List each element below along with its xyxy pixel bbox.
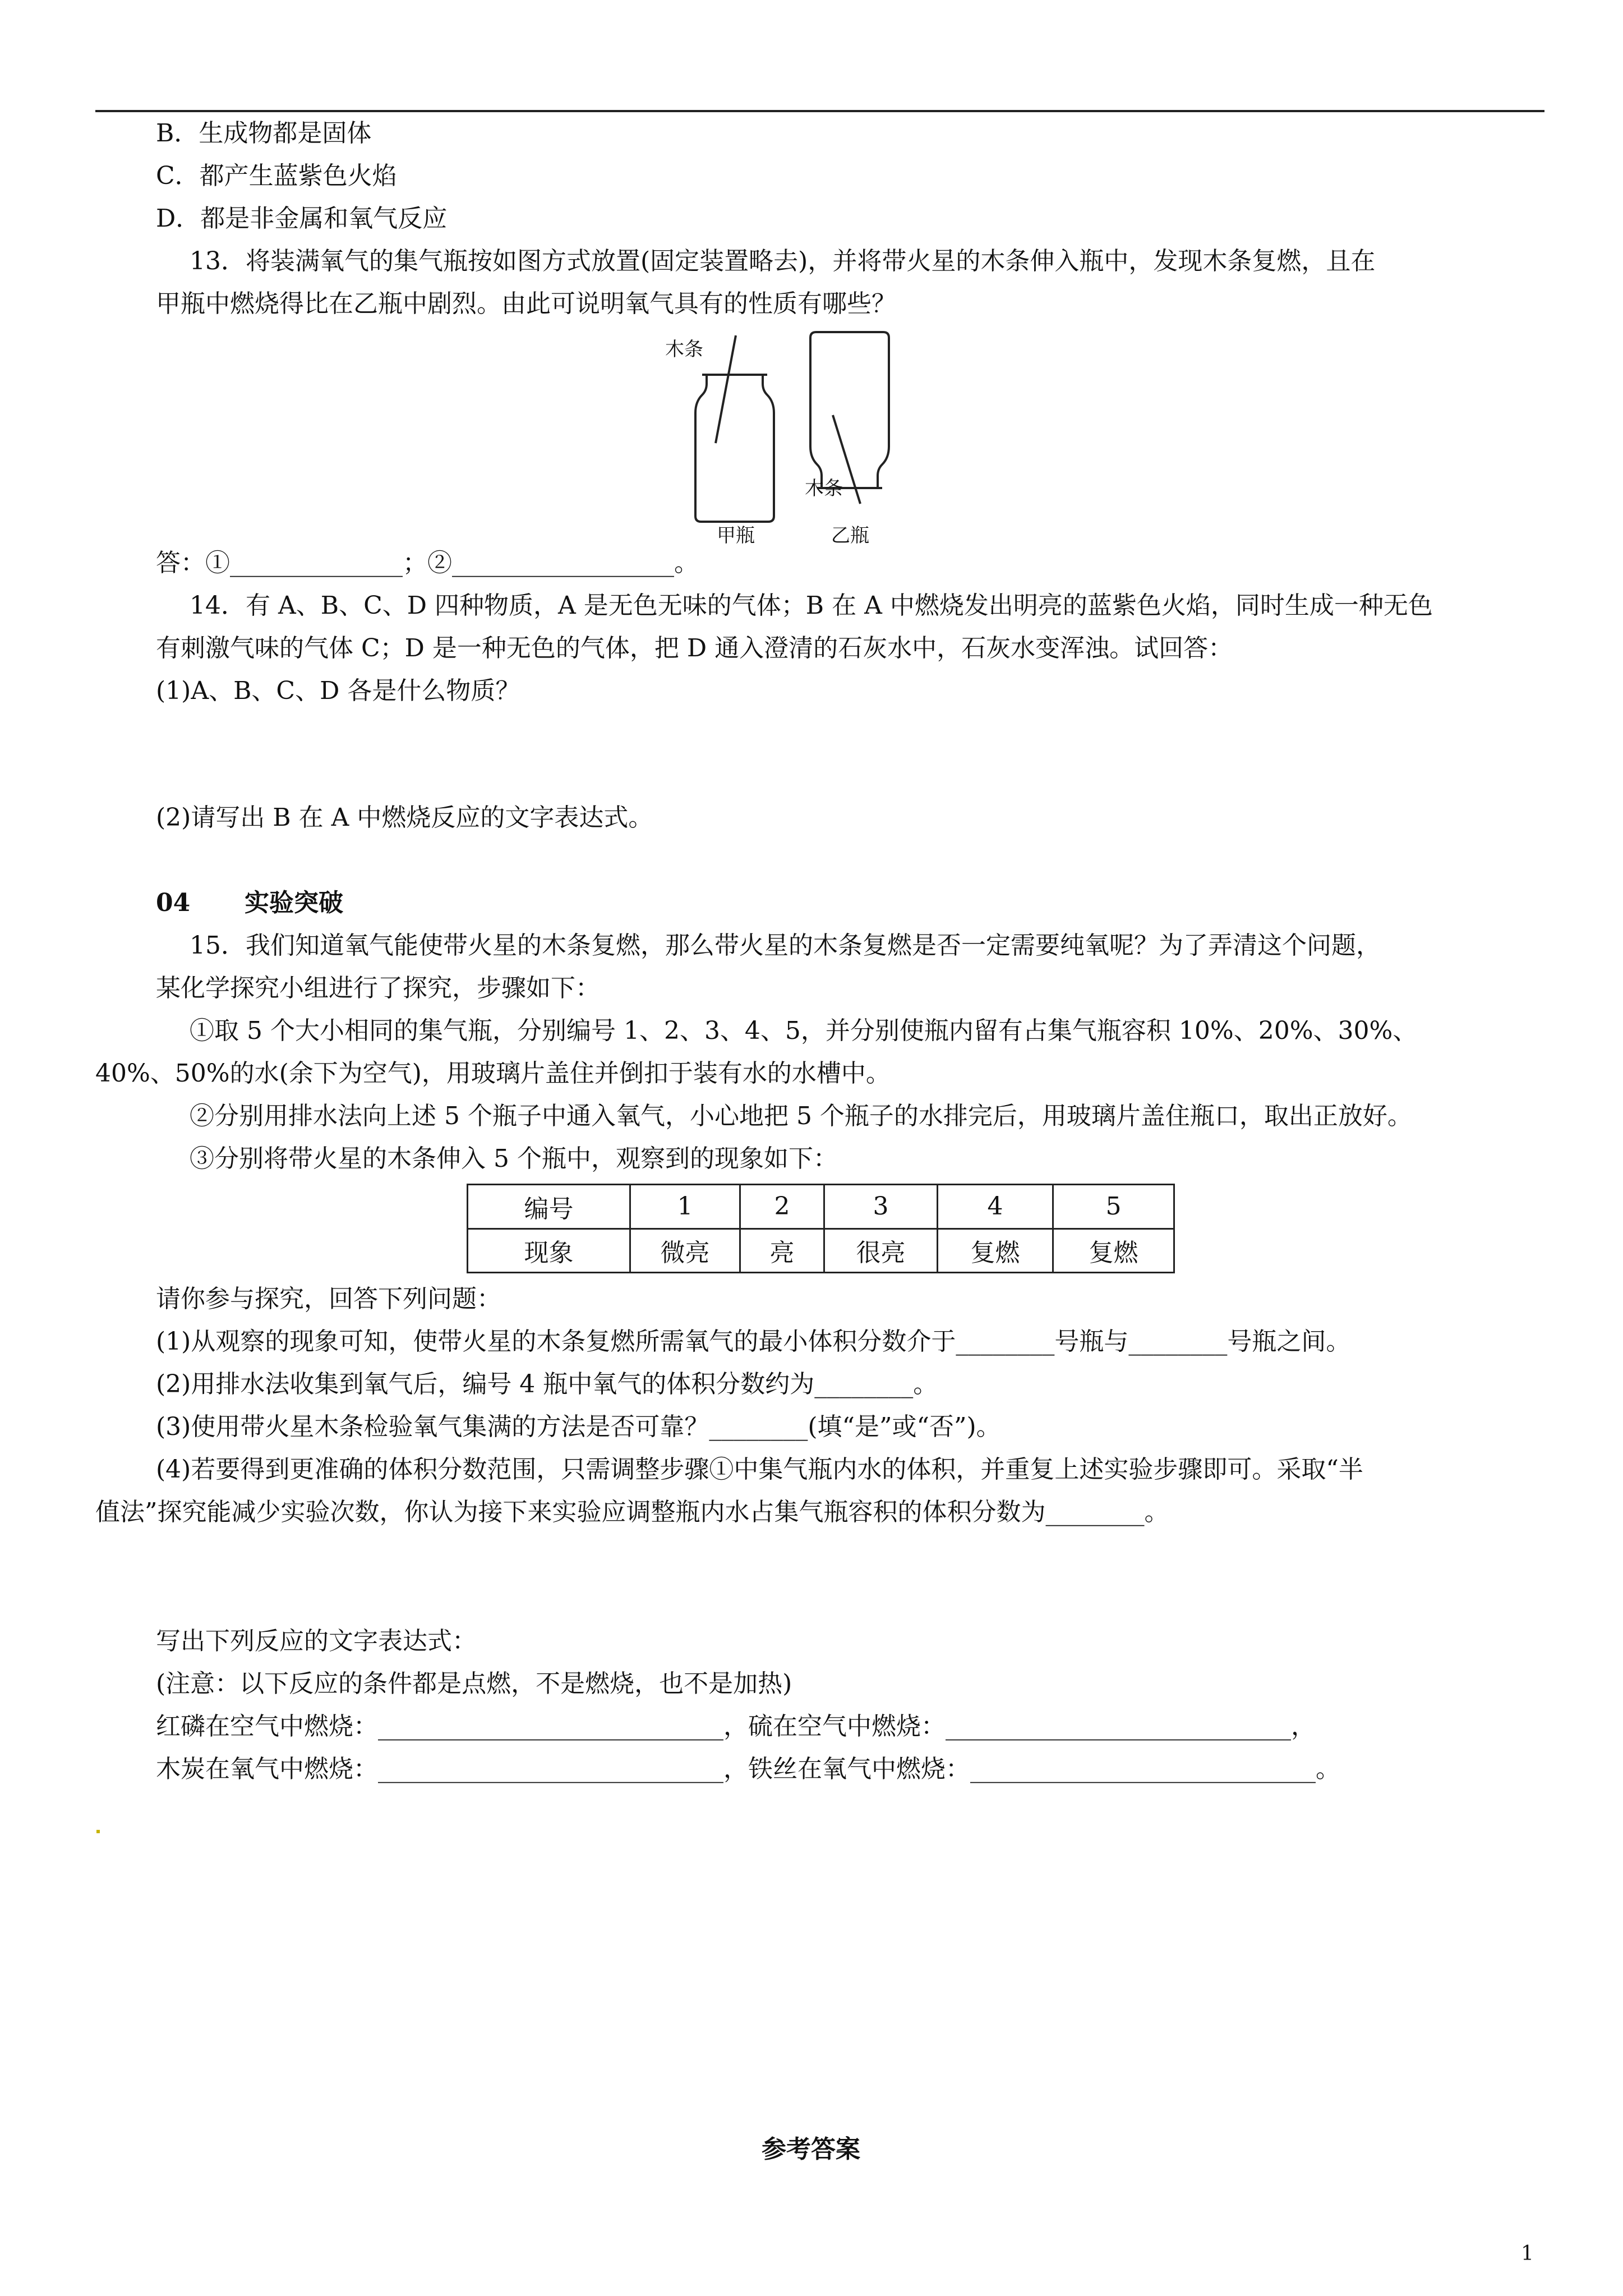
table-cell: 编号 (468, 1185, 630, 1229)
bottle-yi-shape (810, 332, 889, 488)
page-number: 1 (1521, 2242, 1534, 2265)
table-cell: 4 (938, 1185, 1053, 1229)
q14-part1: (1)A、B、C、D 各是什么物质？ (156, 677, 520, 705)
table-cell: 2 (740, 1185, 824, 1229)
q13-line1: 13．将装满氧气的集气瓶按如图方式放置(固定装置略去)，并将带火星的木条伸入瓶中，发现木条复燃，且在 (190, 247, 1376, 275)
label-stick-right: 木条 (805, 477, 843, 500)
observation-table (467, 1184, 1175, 1273)
q15-prompt: 请你参与探究，回答下列问题： (156, 1285, 501, 1313)
q15-step1-line1: ①取 5 个大小相同的集气瓶，分别编号 1、2、3、4、5，并分别使瓶内留有占集气瓶容积 10%、20%、30%、 (190, 1016, 1418, 1045)
table-cell: 3 (824, 1185, 938, 1229)
q15-part3: (3)使用带火星木条检验氧气集满的方法是否可靠？________(填“是”或“否”)。 (156, 1412, 1001, 1441)
q13-answer: 答：①______________；②__________________。 (156, 549, 699, 577)
table-cell: 很亮 (824, 1228, 938, 1273)
q15-part4-line2: 值法”探究能减少实验次数，你认为接下来实验应调整瓶内水占集气瓶容积的体积分数为________。 (95, 1498, 1169, 1526)
option-d: D．都是非金属和氧气反应 (156, 204, 448, 233)
stray-mark (96, 1830, 100, 1833)
q13-line2: 甲瓶中燃烧得比在乙瓶中剧烈。由此可说明氧气具有的性质有哪些？ (156, 289, 896, 318)
q14-line2: 有刺激气味的气体 C；D 是一种无色的气体，把 D 通入澄清的石灰水中，石灰水变浑浊。试回答： (156, 634, 1233, 662)
section-title: 实验突破 (245, 889, 343, 917)
write-note: (注意：以下反应的条件都是点燃，不是燃烧，也不是加热) (156, 1669, 792, 1698)
table-cell: 复燃 (1053, 1228, 1174, 1273)
option-b: B．生成物都是固体 (156, 119, 372, 148)
label-bottle-yi: 乙瓶 (831, 524, 869, 544)
label-stick-left: 木条 (665, 338, 703, 361)
write-line2: 木炭在氧气中燃烧：____________________________，铁丝在氧气中燃烧：____________________________。 (156, 1755, 1340, 1783)
q14-part2: (2)请写出 B 在 A 中燃烧反应的文字表达式。 (156, 803, 653, 832)
write-heading: 写出下列反应的文字表达式： (156, 1627, 477, 1655)
table-cell: 复燃 (938, 1228, 1053, 1273)
table-header-row (468, 1185, 1174, 1229)
section-number: 04 (156, 889, 191, 917)
option-c: C．都产生蓝紫色火焰 (156, 162, 397, 190)
write-line1: 红磷在空气中燃烧：____________________________，硫在空气中燃烧：____________________________， (156, 1712, 1316, 1741)
q15-part2: (2)用排水法收集到氧气后，编号 4 瓶中氧气的体积分数约为________。 (156, 1370, 938, 1398)
q14-line1: 14．有 A、B、C、D 四种物质，A 是无色无味的气体；B 在 A 中燃烧发出明亮的蓝紫色火焰，同时生成一种无色 (190, 591, 1433, 620)
table-cell: 5 (1053, 1185, 1174, 1229)
q15-step3: ③分别将带火星的木条伸入 5 个瓶中，观察到的现象如下： (190, 1144, 838, 1173)
table-cell: 1 (630, 1185, 740, 1229)
q15-part4-line1: (4)若要得到更准确的体积分数范围，只需调整步骤①中集气瓶内水的体积，并重复上述实验步骤即可。采取“半 (156, 1455, 1363, 1484)
q15-line1: 15．我们知道氧气能使带火星的木条复燃，那么带火星的木条复燃是否一定需要纯氧呢？为了弄清这个问题， (190, 931, 1381, 960)
bottle-jia-shape (695, 375, 774, 522)
bottles-figure (662, 325, 953, 544)
q15-part1: (1)从观察的现象可知，使带火星的木条复燃所需氧气的最小体积分数介于________号瓶与________号瓶之间。 (156, 1327, 1351, 1356)
header-rule (95, 110, 1544, 112)
table-cell: 微亮 (630, 1228, 740, 1273)
q15-line2: 某化学探究小组进行了探究，步骤如下： (156, 974, 600, 1002)
stick-left-shape (716, 335, 736, 443)
q15-step1-line2: 40%、50%的水(余下为空气)，用玻璃片盖住并倒扣于装有水的水槽中。 (95, 1059, 891, 1088)
table-row (468, 1228, 1174, 1273)
table-cell: 现象 (468, 1228, 630, 1273)
table-cell: 亮 (740, 1228, 824, 1273)
answer-heading: 参考答案 (762, 2135, 860, 2164)
q15-step2: ②分别用排水法向上述 5 个瓶子中通入氧气，小心地把 5 个瓶子的水排完后，用玻璃片盖住瓶口，取出正放好。 (190, 1102, 1412, 1130)
label-bottle-jia: 甲瓶 (717, 524, 755, 544)
